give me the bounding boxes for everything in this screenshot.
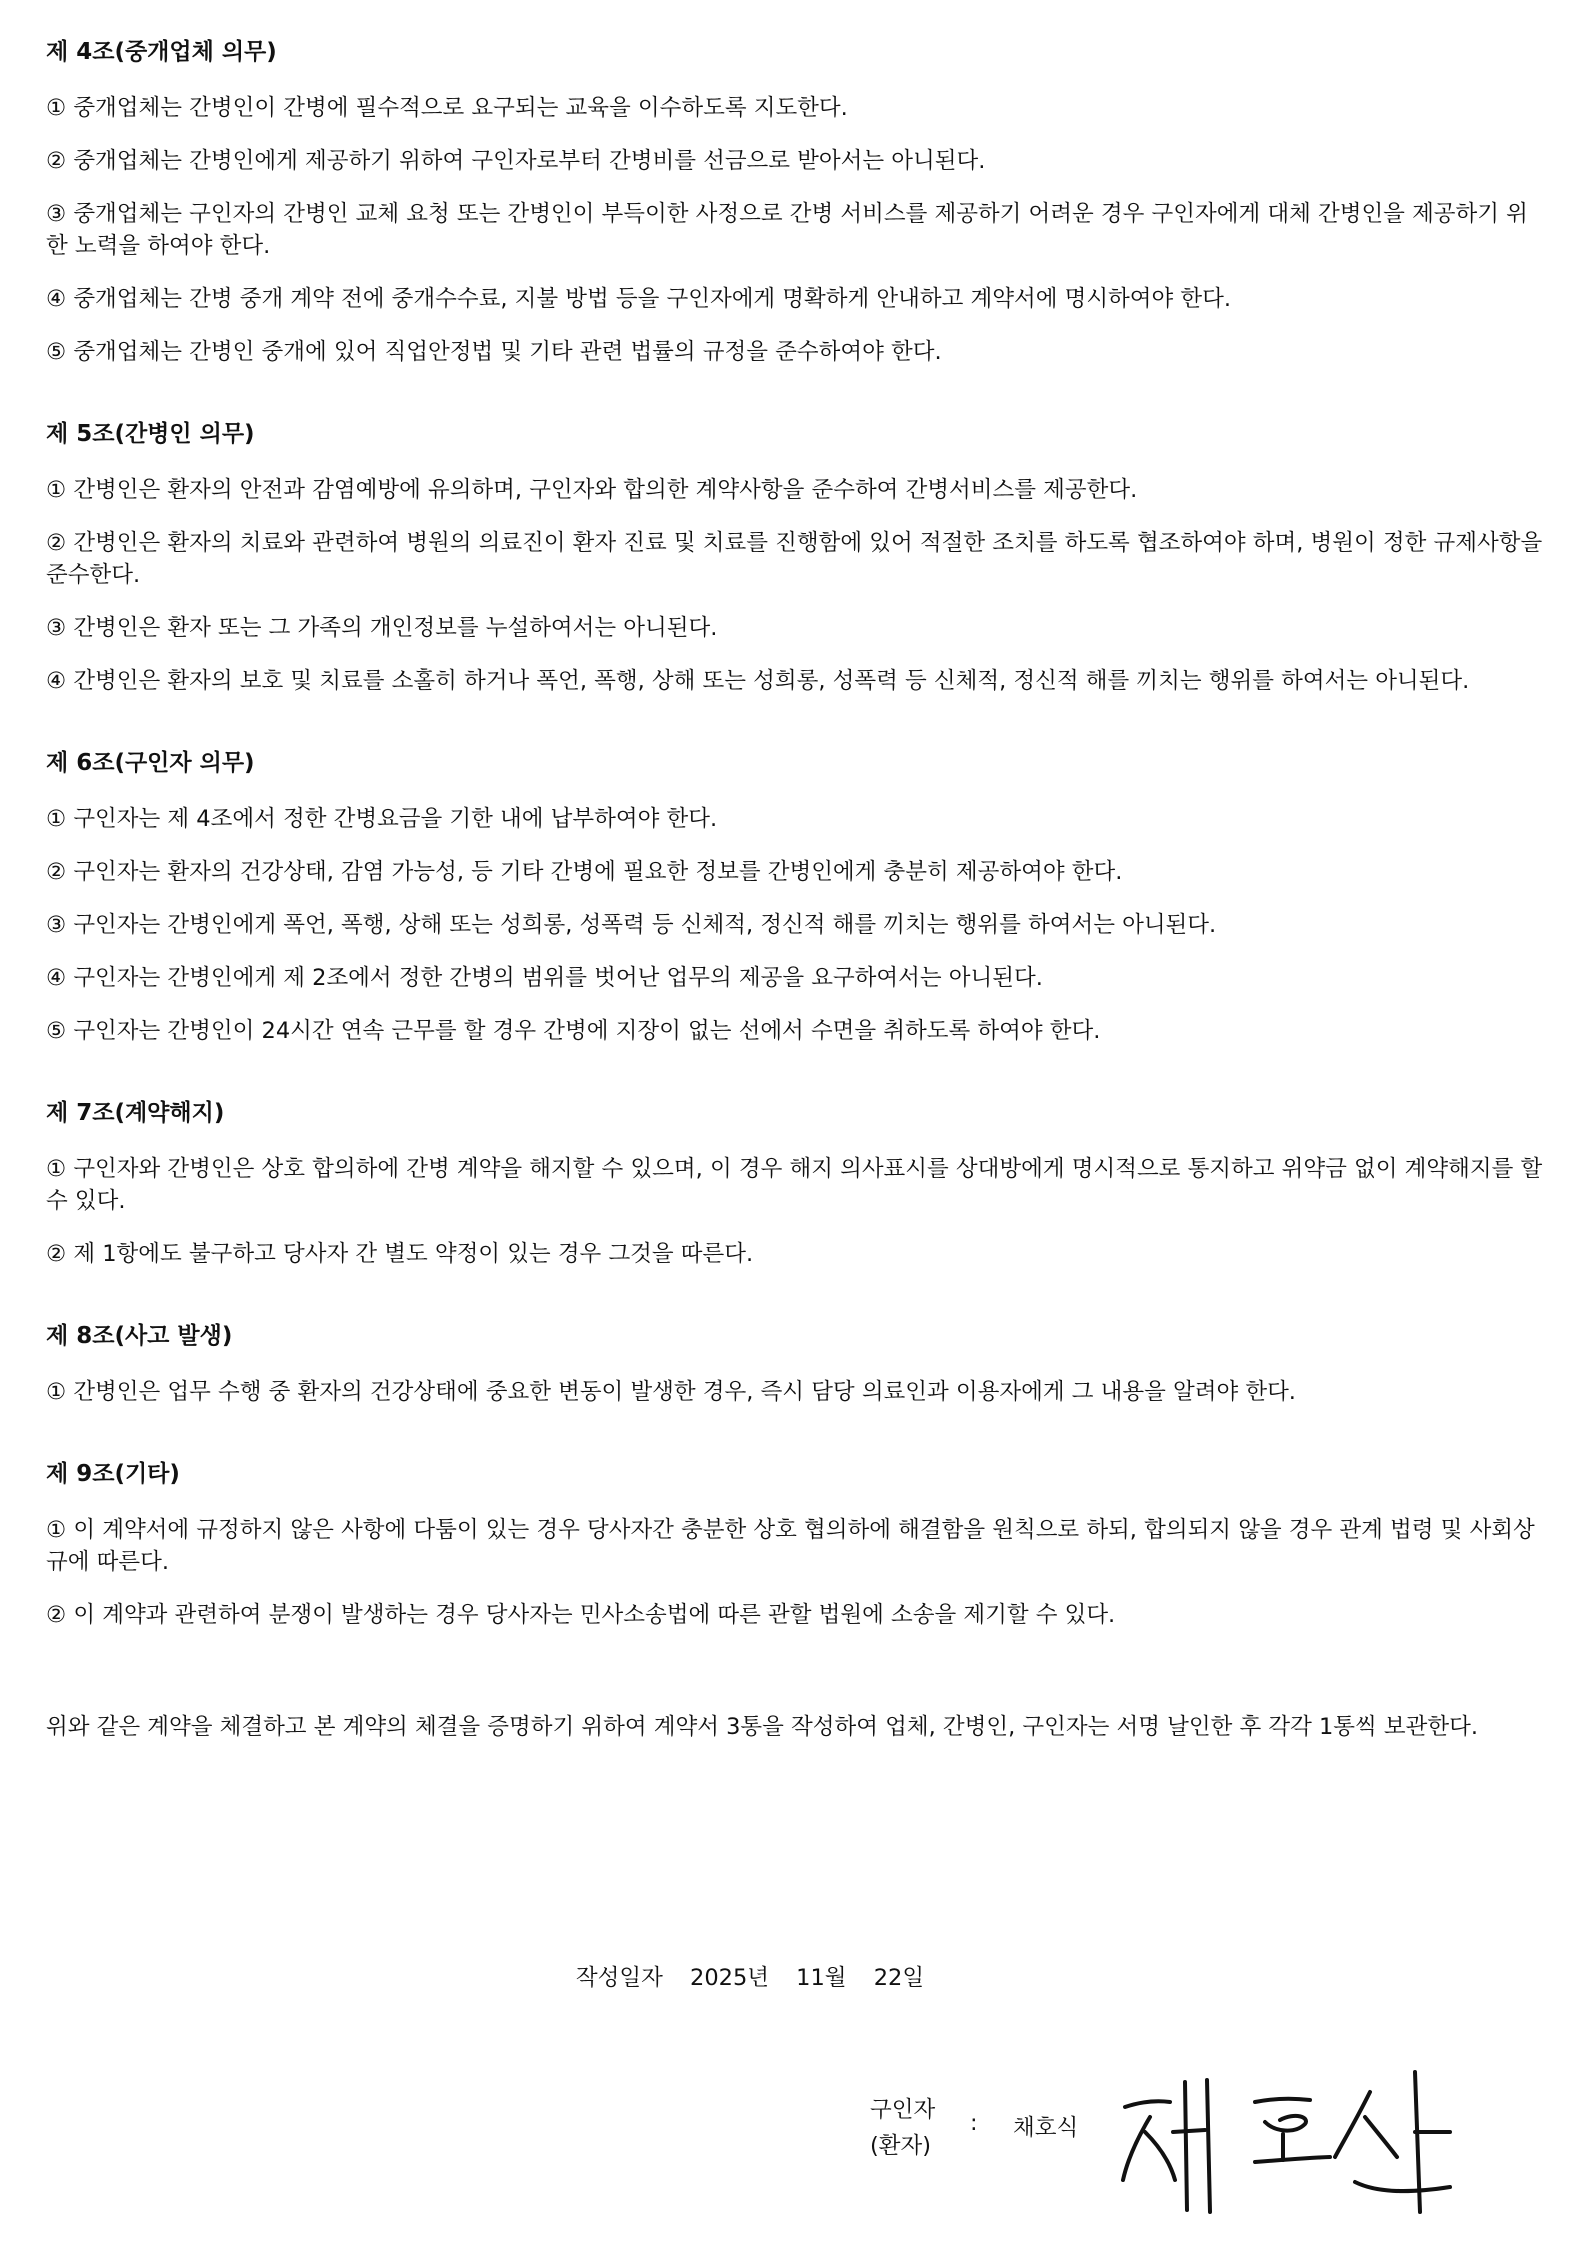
article-7 — [46, 1097, 1546, 1270]
article-title: 제 7조(계약해지) — [46, 1100, 225, 1126]
article-title: 제 8조(사고 발생) — [46, 1323, 233, 1349]
date-line — [0, 1960, 1500, 1992]
article-title: 제 5조(간병인 의무) — [46, 421, 255, 447]
article-8 — [46, 1320, 1546, 1408]
article-title: 제 6조(구인자 의무) — [46, 750, 255, 776]
article-5 — [46, 418, 1546, 697]
signer-name: 채호식 — [1013, 2115, 1079, 2141]
clause: ③ 간병인은 환자 또는 그 가족의 개인정보를 누설하여서는 아니된다. — [46, 615, 718, 641]
clause: ② 간병인은 환자의 치료와 관련하여 병원의 의료진이 환자 진료 및 치료를 진행함에 있어 적절한 조치를 하도록 협조하여야 하며, 병원이 정한 규제사항을 준수한다. — [46, 530, 1543, 588]
clause: ① 구인자는 제 4조에서 정한 간병요금을 기한 내에 납부하여야 한다. — [46, 806, 718, 832]
clause: ① 간병인은 업무 수행 중 환자의 건강상태에 중요한 변동이 발생한 경우, 즉시 담당 의료인과 이용자에게 그 내용을 알려야 한다. — [46, 1379, 1296, 1405]
clause: ② 제 1항에도 불구하고 당사자 간 별도 약정이 있는 경우 그것을 따른다. — [46, 1241, 754, 1267]
handwritten-signature — [1115, 2062, 1475, 2222]
article-title: 제 4조(중개업체 의무) — [46, 39, 277, 65]
clause: ② 구인자는 환자의 건강상태, 감염 가능성, 등 기타 간병에 필요한 정보를 간병인에게 충분히 제공하여야 한다. — [46, 859, 1123, 885]
closing-statement: 위와 같은 계약을 체결하고 본 계약의 체결을 증명하기 위하여 계약서 3통을 작성하여 업체, 간병인, 구인자는 서명 날인한 후 각각 1통씩 보관한다. — [46, 1714, 1479, 1740]
clause: ③ 구인자는 간병인에게 폭언, 폭행, 상해 또는 성희롱, 성폭력 등 신체적, 정신적 해를 끼치는 행위를 하여서는 아니된다. — [46, 912, 1217, 938]
signer-role-line1: 구인자 — [870, 2097, 936, 2123]
contract-document — [46, 36, 1546, 1767]
article-4 — [46, 36, 1546, 368]
clause: ④ 간병인은 환자의 보호 및 치료를 소홀히 하거나 폭언, 폭행, 상해 또는 성희롱, 성폭력 등 신체적, 정신적 해를 끼치는 행위를 하여서는 아니된다. — [46, 668, 1470, 694]
clause: ① 이 계약서에 규정하지 않은 사항에 다툼이 있는 경우 당사자간 충분한 상호 협의하에 해결함을 원칙으로 하되, 합의되지 않을 경우 관계 법령 및 사회상규에 따른다. — [46, 1517, 1535, 1575]
clause: ② 중개업체는 간병인에게 제공하기 위하여 구인자로부터 간병비를 선금으로 받아서는 아니된다. — [46, 148, 986, 174]
date-day: 22일 — [873, 1965, 925, 1991]
article-title: 제 9조(기타) — [46, 1461, 180, 1487]
clause: ④ 구인자는 간병인에게 제 2조에서 정한 간병의 범위를 벗어난 업무의 제공을 요구하여서는 아니된다. — [46, 965, 1043, 991]
date-month: 11월 — [796, 1965, 847, 1991]
article-9 — [46, 1458, 1546, 1631]
clause: ① 간병인은 환자의 안전과 감염예방에 유의하며, 구인자와 합의한 계약사항을 준수하여 간병서비스를 제공한다. — [46, 477, 1138, 503]
clause: ④ 중개업체는 간병 중개 계약 전에 중개수수료, 지불 방법 등을 구인자에게 명확하게 안내하고 계약서에 명시하여야 한다. — [46, 286, 1232, 312]
signer-role — [870, 2092, 935, 2164]
clause: ③ 중개업체는 구인자의 간병인 교체 요청 또는 간병인이 부득이한 사정으로 간병 서비스를 제공하기 어려운 경우 구인자에게 대체 간병인을 제공하기 위한 노력을 하여야 한다. — [46, 201, 1528, 259]
date-year: 2025년 — [690, 1965, 770, 1991]
clause: ⑤ 중개업체는 간병인 중개에 있어 직업안정법 및 기타 관련 법률의 규정을 준수하여야 한다. — [46, 339, 942, 365]
clause: ⑤ 구인자는 간병인이 24시간 연속 근무를 할 경우 간병에 지장이 없는 선에서 수면을 취하도록 하여야 한다. — [46, 1018, 1101, 1044]
date-label: 작성일자 — [575, 1965, 663, 1991]
colon-separator: : — [970, 2110, 978, 2136]
signature-block — [870, 2092, 1510, 2212]
clause: ① 구인자와 간병인은 상호 합의하에 간병 계약을 해지할 수 있으며, 이 경우 해지 의사표시를 상대방에게 명시적으로 통지하고 위약금 없이 계약해지를 할 수 있다. — [46, 1156, 1543, 1214]
article-6 — [46, 747, 1546, 1047]
clause: ① 중개업체는 간병인이 간병에 필수적으로 요구되는 교육을 이수하도록 지도한다. — [46, 95, 848, 121]
clause: ② 이 계약과 관련하여 분쟁이 발생하는 경우 당사자는 민사소송법에 따른 관할 법원에 소송을 제기할 수 있다. — [46, 1602, 1116, 1628]
signer-role-line2: (환자) — [870, 2133, 932, 2159]
